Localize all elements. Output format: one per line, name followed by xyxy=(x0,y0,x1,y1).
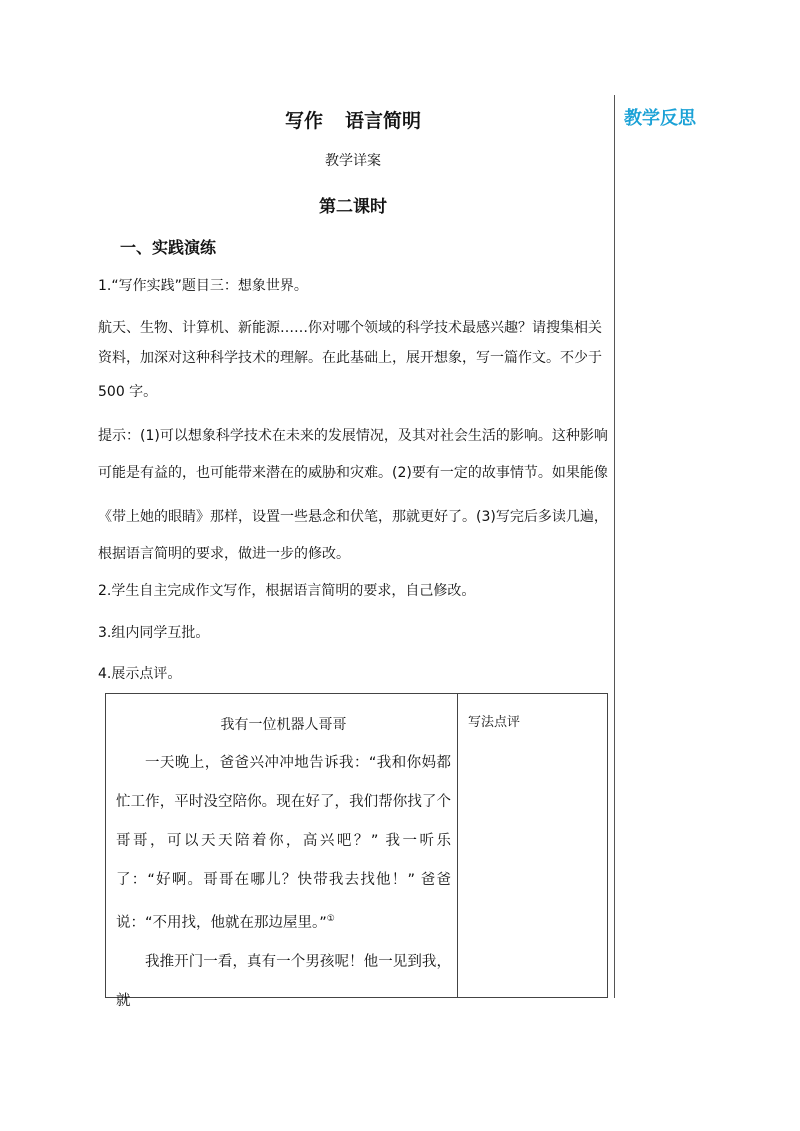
page-subtitle: 教学详案 xyxy=(325,153,381,169)
item-3: 3.组内同学互批。 xyxy=(98,625,210,641)
hint-line-2: 可能是有益的，也可能带来潜在的威胁和灾难。(2)要有一定的故事情节。如果能像 xyxy=(98,465,608,481)
hint-line-3: 《带上她的眼睛》那样，设置一些悬念和伏笔，那就更好了。(3)写完后多读几遍， xyxy=(98,509,608,525)
essay-cell xyxy=(116,694,451,1021)
section-heading: 一、实践演练 xyxy=(120,238,217,257)
essay-table xyxy=(105,693,608,1009)
item-4: 4.展示点评。 xyxy=(98,666,182,682)
essay-paragraph-2: 我推开门一看，真有一个男孩呢！他一见到我，就 xyxy=(116,953,451,1009)
hint-line-4: 根据语言简明的要求，做进一步的修改。 xyxy=(98,546,350,562)
item-1-body-line-1: 航天、生物、计算机、新能源……你对哪个领域的科学技术最感兴趣？请搜集相关 xyxy=(98,320,602,336)
comment-column-header: 写法点评 xyxy=(468,715,521,730)
essay-paragraph-1-text: 一天晚上，爸爸兴冲冲地告诉我：“我和你妈都忙工作，平时没空陪你。现在好了，我们帮你找了个哥哥，可以天天陪着你，高兴吧？” 我一听乐了：“好啊。哥哥在哪儿？快带我去找他！” 爸爸说：“不用找，他就在那边屋里。” xyxy=(116,755,451,931)
hint-line-1: 提示：(1)可以想象科学技术在未来的发展情况，及其对社会生活的影响。这种影响 xyxy=(98,428,608,444)
item-1-body-line-3: 500 字。 xyxy=(98,384,158,400)
item-1-body-line-2: 资料，加深对这种科学技术的理解。在此基础上，展开想象，写一篇作文。不少于 xyxy=(98,350,602,366)
page-title xyxy=(98,106,608,133)
lesson-heading: 第二课时 xyxy=(319,197,387,217)
essay-title: 我有一位机器人哥哥 xyxy=(220,717,347,733)
reflection-heading: 教学反思 xyxy=(624,108,696,129)
title-part-1: 写作 xyxy=(284,110,323,132)
item-1-heading: 1.“写作实践”题目三：想象世界。 xyxy=(98,278,308,294)
annotation-marker: ① xyxy=(326,914,335,924)
item-2: 2.学生自主完成作文写作，根据语言简明的要求，自己修改。 xyxy=(98,583,476,599)
table-column-divider xyxy=(457,694,458,997)
essay-paragraph-1 xyxy=(116,744,451,943)
title-part-2: 语言简明 xyxy=(345,110,422,132)
sidebar-divider xyxy=(614,95,615,998)
